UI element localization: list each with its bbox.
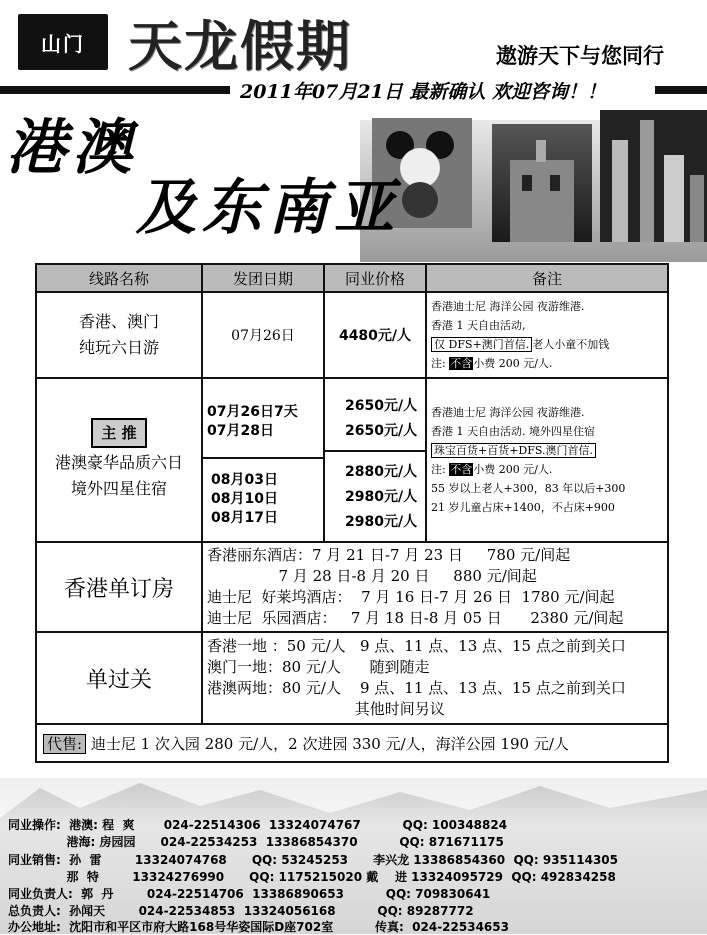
- table-header-row: [36, 264, 668, 292]
- price-cell: 4480元/人: [324, 292, 426, 378]
- note-text: 注:: [431, 357, 450, 370]
- note-line: 香港 1 天自由活动,: [431, 319, 526, 332]
- price-line: 2650元/人: [345, 397, 418, 414]
- contact-line: 同业销售: 孙 雷 13324074768 QQ: 53245253 李兴龙 13386854360 QQ: 935114305: [8, 853, 618, 867]
- mountain-decoration: [0, 778, 707, 818]
- table-row: [36, 292, 668, 378]
- table-row: [36, 724, 668, 762]
- header-rule-left: [0, 86, 230, 94]
- detail-line: 香港丽东酒店：7 月 21 日-7 月 23 日 780 元/间起: [207, 546, 571, 564]
- date-line: 07月28日: [207, 422, 274, 439]
- note-text: 小费 200 元/人.: [473, 463, 553, 476]
- price-line: 2880元/人: [345, 463, 418, 480]
- route-name-cell: [36, 292, 202, 378]
- contacts-footer: [0, 778, 707, 934]
- contact-line: 同业负责人: 郭 丹 024-22514706 13386890653 QQ: 709830641: [8, 887, 491, 901]
- slogan: 遨游天下与您同行: [496, 44, 664, 68]
- route-name-line: 香港、澳门: [78, 312, 159, 331]
- note-line: 香港 1 天自由活动. 境外四星住宿: [431, 425, 595, 438]
- date-cell: [202, 378, 324, 542]
- note-line: [431, 460, 663, 479]
- notes-cell: [426, 292, 668, 378]
- notes-cell: [426, 378, 668, 542]
- resale-cell: [36, 724, 668, 762]
- contact-line: 港海: 房园园 024-22534253 13386854370 QQ: 871671175: [8, 835, 504, 849]
- price-line: 2980元/人: [345, 513, 418, 530]
- note-line: [431, 335, 663, 354]
- price-cell: [324, 378, 426, 542]
- note-highlight: 不含: [450, 357, 473, 370]
- note-highlight: 不含: [450, 463, 473, 476]
- date-line: 08月10日: [211, 490, 278, 507]
- col-header-notes: 备注: [426, 264, 668, 292]
- detail-line: 7 月 28 日-8 月 20 日 880 元/间起: [207, 567, 537, 585]
- resale-text: 迪士尼 1 次入园 280 元/人，2 次进园 330 元/人，海洋公园 190 元/人: [86, 734, 569, 753]
- crossing-details-cell: [202, 632, 668, 724]
- detail-line: 其他时间另议: [207, 700, 445, 718]
- route-name-cell: 单过关: [36, 632, 202, 724]
- detail-line: 澳门一地：80 元/人 随到随走: [207, 658, 430, 676]
- contact-line: 总负责人: 孙闻天 024-22534853 13324056168 QQ: 89287772: [8, 904, 474, 918]
- resale-label: 代售:: [43, 734, 86, 754]
- note-line: 香港迪士尼 海洋公园 夜游维港.: [431, 406, 585, 419]
- header-rule-right: [655, 86, 707, 94]
- update-date-line: 2011年07月21日 最新确认 欢迎咨询！！: [240, 81, 606, 103]
- detail-line: 迪士尼 乐园酒店： 7 月 18 日-8 月 05 日 2380 元/间起: [207, 609, 624, 627]
- hero-title-line1: 港澳: [6, 113, 138, 183]
- note-boxed: 珠宝百货+百货+DFS.澳门首信.: [431, 443, 596, 458]
- logo-text: 山门: [41, 31, 85, 56]
- routes-table: [35, 263, 669, 763]
- note-text: 小费 200 元/人.: [473, 357, 553, 370]
- table-row: [36, 632, 668, 724]
- col-header-route: 线路名称: [36, 264, 202, 292]
- date-line: 07月26日7天: [207, 403, 298, 420]
- date-cell: 07月26日: [202, 292, 324, 378]
- price-line: 2980元/人: [345, 488, 418, 505]
- table-row: [36, 542, 668, 632]
- detail-line: 迪士尼 好莱坞酒店： 7 月 16 日-7 月 26 日 1780 元/间起: [207, 588, 615, 606]
- note-text: 注:: [431, 463, 450, 476]
- note-line: 21 岁儿童占床+1400，不占床+900: [431, 501, 615, 514]
- route-name-line: 纯玩六日游: [78, 338, 159, 357]
- detail-line: 香港一地 ：50 元/人 9 点、11 点、13 点、15 点之前到关口: [207, 637, 626, 655]
- date-line: 08月03日: [211, 471, 278, 488]
- note-text: 老人小童不加钱: [532, 338, 610, 351]
- brand-name: 天龙假期: [128, 15, 352, 78]
- table-row: [36, 378, 668, 542]
- route-name-line: 境外四星住宿: [70, 479, 167, 498]
- route-name-cell: 香港单订房: [36, 542, 202, 632]
- featured-badge: 主 推: [91, 418, 146, 448]
- date-line: 08月17日: [211, 509, 278, 526]
- note-line: 香港迪士尼 海洋公园 夜游维港.: [431, 300, 585, 313]
- contact-line: 同业操作: 港澳: 程 爽 024-22514306 13324074767 QQ: 100348824: [8, 818, 508, 832]
- contact-line: 那 特 13324276990 QQ: 1175215020 戴 进 13324095729 QQ: 492834258: [8, 870, 616, 884]
- note-line: 55 岁以上老人+300，83 年以后+300: [431, 482, 626, 495]
- col-header-date: 发团日期: [202, 264, 324, 292]
- room-details-cell: [202, 542, 668, 632]
- route-name-cell: [36, 378, 202, 542]
- price-line: 2650元/人: [345, 422, 418, 439]
- note-boxed: 仅 DFS+澳门首信.: [431, 337, 532, 352]
- note-line: [431, 354, 663, 373]
- col-header-price: 同业价格: [324, 264, 426, 292]
- detail-line: 港澳两地：80 元/人 9 点、11 点、13 点、15 点之前到关口: [207, 679, 626, 697]
- hero-title-line2: 及东南亚: [136, 173, 400, 243]
- office-address: 办公地址: 沈阳市和平区市府大路168号华姿国际D座702室 传真: 024-22534653: [8, 920, 509, 934]
- route-name-line: 港澳豪华品质六日: [54, 453, 183, 472]
- note-line: [431, 441, 663, 460]
- company-logo: [18, 14, 108, 70]
